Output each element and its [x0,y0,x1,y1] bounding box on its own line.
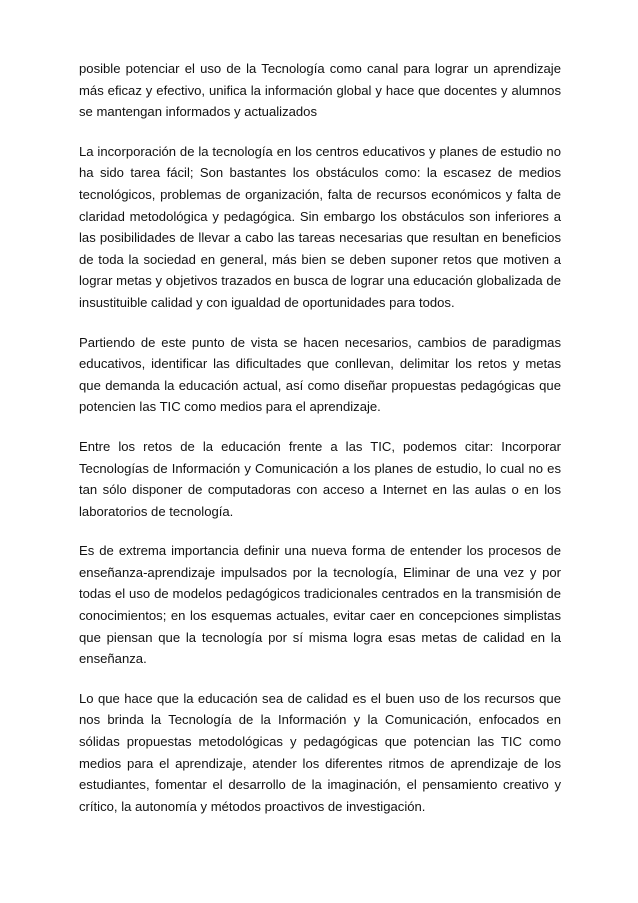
paragraph-2: La incorporación de la tecnología en los centros educativos y planes de estudio no ha sido tarea fácil; Son bastantes los obstáculos como: la escasez de medios tecnológicos, problemas de organización, falta de recursos económicos y falta de claridad metodológica y pedagógica. Sin embargo los obstáculos son inferiores a las posibilidades de llevar a cabo las tareas necesarias que resultan en beneficios de toda la sociedad en general, más bien se deben suponer retos que motiven a lograr metas y objetivos trazados en busca de lograr una educación globalizada de insustituible calidad y con igualdad de oportunidades para todos. [79,143,561,310]
paragraph-6: Lo que hace que la educación sea de calidad es el buen uso de los recursos que nos brinda la Tecnología de la Información y la Comunicación, enfocados en sólidas propuestas metodológicas y pedagógicas que potencian las TIC como medios para el aprendizaje, atender los diferentes ritmos de aprendizaje de los estudiantes, fomentar el desarrollo de la imaginación, el pensamiento creativo y crítico, la autonomía y métodos proactivos de investigación. [79,690,561,814]
document-body [79,58,561,817]
paragraph-5: Es de extrema importancia definir una nueva forma de entender los procesos de enseñanza-aprendizaje impulsados por la tecnología, Eliminar de una vez y por todas el uso de modelos pedagógicos tradicionales centrados en la transmisión de conocimientos; en los esquemas actuales, evitar caer en concepciones simplistas que piensan que la tecnología por sí misma logra esas metas de calidad en la enseñanza. [79,543,561,667]
paragraph-3: Partiendo de este punto de vista se hacen necesarios, cambios de paradigmas educativos, identificar las dificultades que conllevan, delimitar los retos y metas que demanda la educación actual, así como diseñar propuestas pedagógicas que potencien las TIC como medios para el aprendizaje. [79,334,561,415]
paragraph-1: posible potenciar el uso de la Tecnología como canal para lograr un aprendizaje más eficaz y efectivo, unifica la información global y hace que docentes y alumnos se mantengan informados y actualizados [79,61,561,120]
paragraph-4: Entre los retos de la educación frente a las TIC, podemos citar: Incorporar Tecnologías de Información y Comunicación a los planes de estudio, lo cual no es tan sólo disponer de computadoras con acceso a Internet en las aulas o en los laboratorios de tecnología. [79,438,561,519]
